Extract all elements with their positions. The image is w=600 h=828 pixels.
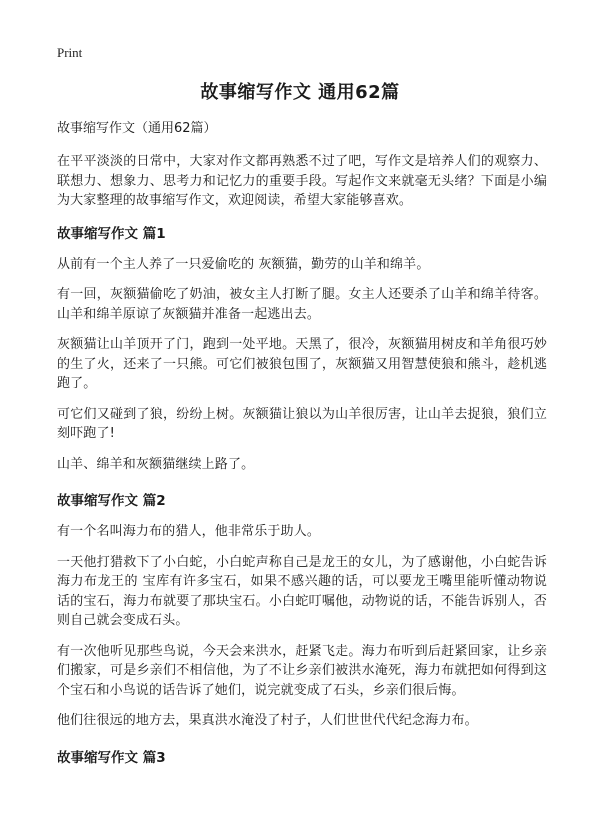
section-1-paragraph-4: 可它们又碰到了狼，纷纷上树。灰额猫让狼以为山羊很厉害，让山羊去捉狼，狼们立刻吓跑了! — [57, 406, 547, 441]
section-2-paragraph-2: 一天他打猎救下了小白蛇，小白蛇声称自己是龙王的女儿，为了感谢他，小白蛇告诉海力布龙王的 宝库有许多宝石，如果不感兴趣的话，可以要龙王嘴里能听懂动物说话的宝石，海力布就要了那块宝石。小白蛇叮嘱他，动物说的话，不能告诉别人，否则自己就会变成石头。 — [57, 554, 547, 628]
section-2-paragraph-4: 他们往很远的地方去，果真洪水淹没了村子，人们世世代代纪念海力布。 — [57, 713, 478, 728]
document-subtitle: 故事缩写作文（通用62篇） — [57, 121, 217, 136]
section-heading-2: 故事缩写作文 篇2 — [57, 493, 166, 509]
section-heading-1: 故事缩写作文 篇1 — [57, 225, 166, 242]
section-2-paragraph-1: 有一个名叫海力布的猎人，他非常乐于助人。 — [57, 524, 321, 539]
page-title: 故事缩写作文 通用62篇 — [200, 82, 400, 103]
print-link[interactable]: Print — [57, 45, 83, 60]
section-2-paragraph-3: 有一次他听见那些鸟说，今天会来洪水，赶紧飞走。海力布听到后赶紧回家，让乡亲们搬家，可是乡亲们不相信他，为了不让乡亲们被洪水淹死，海力布就把如何得到这个宝石和小鸟说的话告诉了她们，说完就变成了石头，乡亲们很后悔。 — [57, 643, 547, 698]
section-1-paragraph-5: 山羊、绵羊和灰额猫继续上路了。 — [57, 456, 255, 472]
intro-paragraph: 在平平淡淡的日常中，大家对作文都再熟悉不过了吧，写作文是培养人们的观察力、联想力、想象力、思考力和记忆力的重要手段。写起作文来就毫无头绪？下面是小编为大家整理的故事缩写作文，欢迎阅读，希望大家能够喜欢。 — [57, 154, 547, 208]
section-1-paragraph-3: 灰额猫让山羊顶开了门，跑到一处平地。天黑了，很冷，灰额猫用树皮和羊角很巧妙的生了火，还来了一只熊。可它们被狼包围了，灰额猫又用智慧使狼和熊斗，趁机逃跑了。 — [57, 337, 547, 391]
section-1-paragraph-2: 有一回，灰额猫偷吃了奶油，被女主人打断了腿。女主人还要杀了山羊和绵羊待客。山羊和绵羊原谅了灰额猫并准备一起逃出去。 — [57, 287, 547, 322]
section-1-paragraph-1: 从前有一个主人养了一只爱偷吃的 灰额猫，勤劳的山羊和绵羊。 — [57, 256, 430, 272]
section-heading-3: 故事缩写作文 篇3 — [57, 749, 166, 766]
article-body — [57, 120, 547, 779]
